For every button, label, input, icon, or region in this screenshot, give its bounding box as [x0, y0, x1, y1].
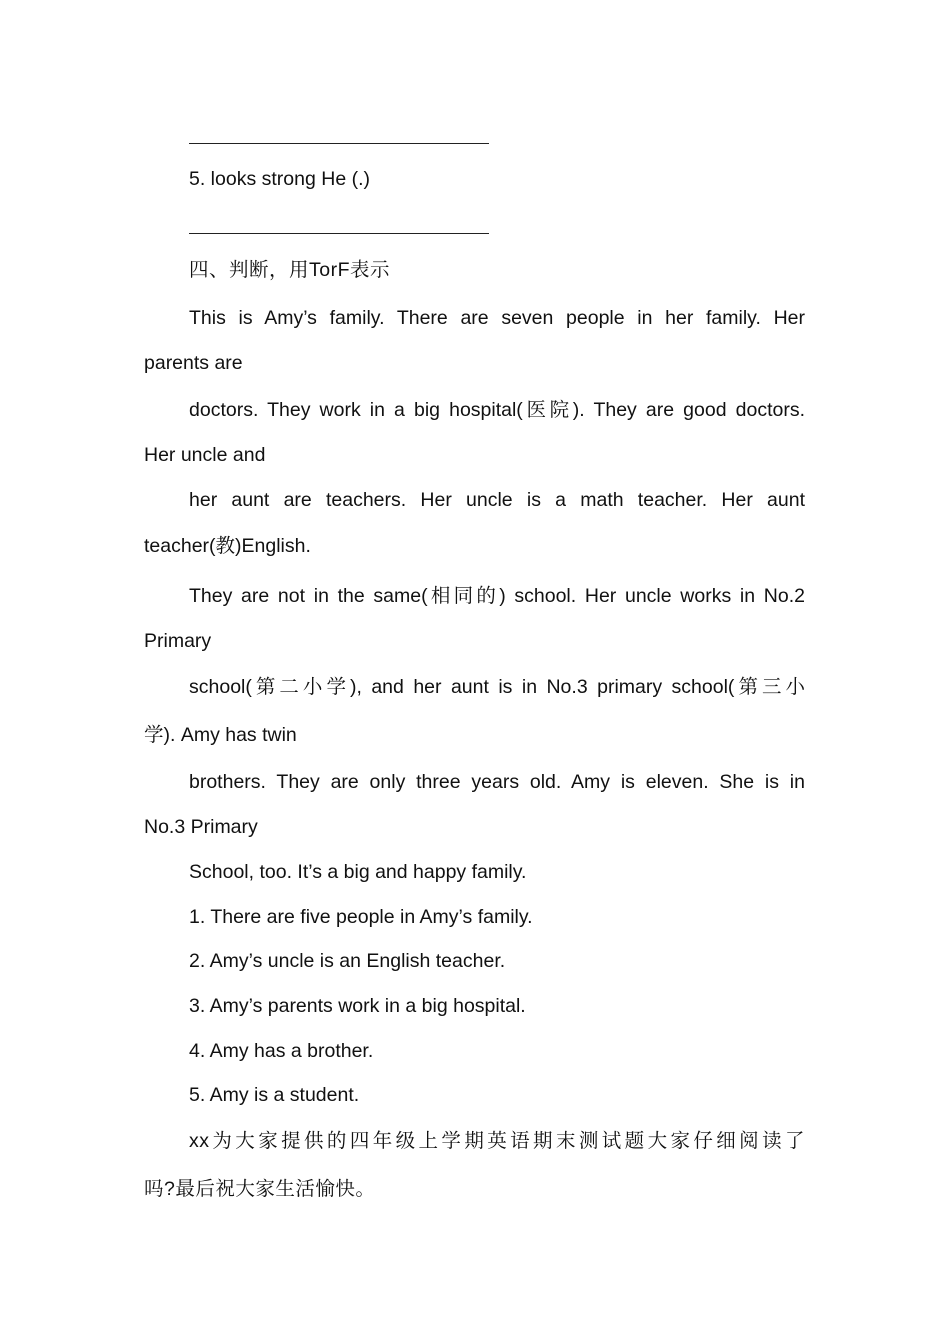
true-false-statement: 1. There are five people in Amy’s family. [189, 906, 533, 928]
true-false-statement: 3. Amy’s parents work in a big hospital. [189, 995, 526, 1017]
closing-paragraph-line: xx为大家提供的四年级上学期英语期末测试题大家仔细阅读了 [189, 1130, 805, 1152]
passage-line: parents are [144, 352, 243, 374]
true-false-statement: 2. Amy’s uncle is an English teacher. [189, 950, 506, 972]
passage-line: No.3 Primary [144, 816, 258, 838]
closing-paragraph-line: 吗?最后祝大家生活愉快。 [144, 1178, 376, 1200]
passage-line: Primary [144, 630, 212, 652]
passage-line: school(第二小学), and her aunt is in No.3 primary school(第三小 [189, 676, 805, 698]
true-false-statement: 4. Amy has a brother. [189, 1040, 374, 1062]
passage-line: They are not in the same(相同的) school. Her uncle works in No.2 [189, 585, 805, 607]
answer-blank-line [189, 233, 489, 234]
passage-line: doctors. They work in a big hospital(医院). They are good doctors. [189, 399, 805, 421]
passage-line: 学). Amy has twin [144, 724, 297, 746]
passage-line: School, too. It’s a big and happy family. [189, 861, 527, 883]
passage-line: Her uncle and [144, 444, 266, 466]
passage-line: her aunt are teachers. Her uncle is a math teacher. Her aunt [189, 489, 805, 511]
passage-line: brothers. They are only three years old. Amy is eleven. She is in [189, 771, 805, 793]
answer-blank-line [189, 143, 489, 144]
passage-line: This is Amy’s family. There are seven people in her family. Her [189, 307, 805, 329]
section-heading: 四、判断，用TorF表示 [189, 259, 391, 281]
question-5-sentence: 5. looks strong He (.) [189, 168, 370, 190]
passage-line: teacher(教)English. [144, 535, 311, 557]
true-false-statement: 5. Amy is a student. [189, 1084, 360, 1106]
